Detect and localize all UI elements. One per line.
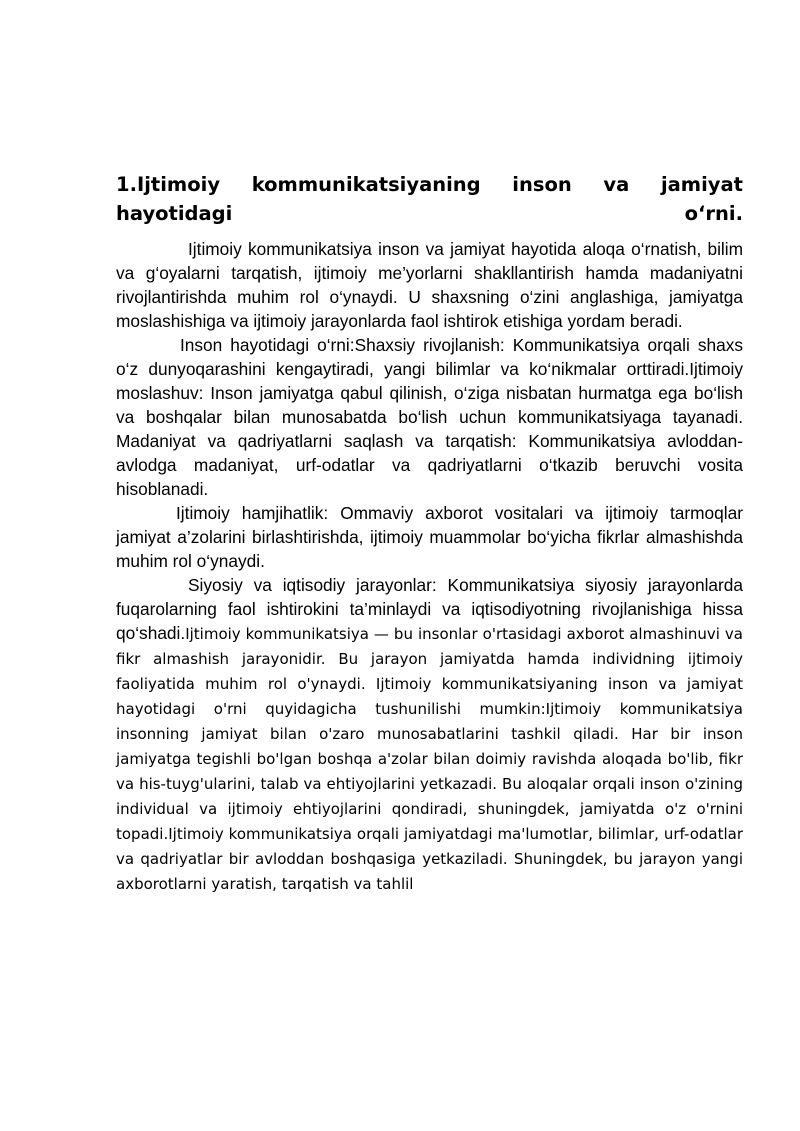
paragraph-2: Inson hayotidagi o‘rni:Shaxsiy rivojlanish: Kommunikatsiya orqali shaxs o‘z dunyoqarashini kengaytiradi, yangi bilimlar va ko‘nikmalar orttiradi.Ijtimoiy moslashuv: Inson jamiyatga qabul qilinish, o‘ziga nisbatan hurmatga ega bo‘lish va boshqalar bilan munosabatda bo‘lish uchun kommunikatsiyaga tayanadi. Madaniyat va qadriyatlarni saqlash va tarqatish: Kommunikatsiya avloddan-avlodga madaniyat, urf-odatlar va qadriyatlarni o‘tkazib beruvchi vosita hisoblanadi. (116, 335, 743, 499)
title-line-1: 1.Ijtimoiy kommunikatsiyaning inson va jamiyat (116, 173, 743, 196)
paragraph-3: Ijtimoiy hamjihatlik: Ommaviy axborot vositalari va ijtimoiy tarmoqlar jamiyat a’zolarini birlashtirishda, ijtimoiy muammolar bo‘yicha fikrlar almashishda muhim rol o‘ynaydi. (116, 503, 743, 571)
paragraph-4 (116, 573, 743, 896)
section-title (116, 170, 743, 228)
paragraph-1: Ijtimoiy kommunikatsiya inson va jamiyat hayotida aloqa o‘rnatish, bilim va g‘oyalarni tarqatish, ijtimoiy me’yorlarni shakllantirish hamda madaniyatni rivojlantirishda muhim rol o‘ynaydi. U shaxsning o‘zini anglashiga, jamiyatga moslashishiga va ijtimoiy jarayonlarda faol ishtirok etishiga yordam beradi. (116, 239, 743, 331)
body-text (116, 237, 743, 896)
page-content (116, 170, 743, 896)
title-line-2: hayotidagi o‘rni. (116, 202, 743, 225)
paragraph-4-rest: Ijtimoiy kommunikatsiya — bu insonlar o'rtasidagi axborot almashinuvi va fikr almashish jarayonidir. Bu jarayon jamiyatda hamda individning ijtimoiy faoliyatida muhim rol o'ynaydi. Ijtimoiy kommunikatsiyaning inson va jamiyat hayotidagi o'rni quyidagicha tushunilishi mumkin:Ijtimoiy kommunikatsiya insonning jamiyat bilan o'zaro munosabatlarini tashkil qiladi. Har bir inson jamiyatga tegishli bo'lgan boshqa a'zolar bilan doimiy ravishda aloqada bo'lib, fikr va his-tuyg'ularini, talab va ehtiyojlarini yetkazadi. Bu aloqalar orqali inson o'zining individual va ijtimoiy ehtiyojlarini qondiradi, shuningdek, jamiyatda o'z o'rnini topadi.Ijtimoiy kommunikatsiya orqali jamiyatdagi ma'lumotlar, bilimlar, urf-odatlar va qadriyatlar bir avloddan boshqasiga yetkaziladi. Shuningdek, bu jarayon yangi axborotlarni yaratish, tarqatish va tahlil (116, 625, 743, 893)
paragraph-4-start: Siyosiy va iqtisodiy jarayonlar: Kommunikatsiya siyosiy jarayonlarda fuqarolarning faol ishtirokini ta’minlaydi va iqtisodiyotning rivojlanishiga hissa qo‘shadi. (116, 575, 743, 643)
